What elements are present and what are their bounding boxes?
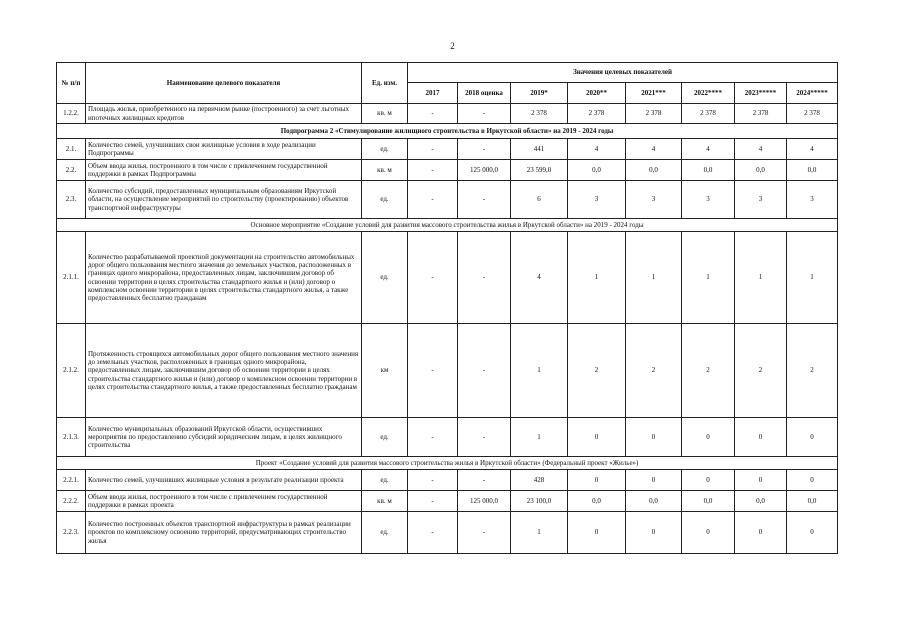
- table-row: [57, 160, 838, 181]
- value-cell: -: [408, 139, 458, 160]
- header-year: 2018 оценка: [458, 83, 511, 104]
- indicator-name: Количество построенных объектов транспортной инфраструктуры в рамках реализации проектов по комплексному освоению территорий, предусматривающих строительство жилья: [86, 512, 362, 554]
- row-number: 2.2.3.: [57, 512, 86, 554]
- header-year: 2020**: [568, 83, 626, 104]
- value-cell: 441: [511, 139, 568, 160]
- page-number: 2: [450, 41, 455, 51]
- value-cell: 3: [682, 181, 735, 219]
- value-cell: -: [458, 512, 511, 554]
- value-cell: 0: [787, 470, 838, 491]
- value-cell: 3: [568, 181, 626, 219]
- header-year: 2022****: [682, 83, 735, 104]
- value-cell: -: [408, 181, 458, 219]
- value-cell: 6: [511, 181, 568, 219]
- value-cell: -: [408, 104, 458, 124]
- value-cell: 2: [682, 324, 735, 418]
- row-number: 2.2.2.: [57, 491, 86, 512]
- unit: ед.: [362, 418, 408, 457]
- value-cell: 2 378: [735, 104, 787, 124]
- value-cell: -: [458, 324, 511, 418]
- indicator-name: Количество семей, улучшивших свои жилищные условия в ходе реализации Подпрограммы: [86, 139, 362, 160]
- indicator-name: Количество субсидий, предоставленных муниципальным образованиям Иркутской области, на осуществление мероприятий по строительству (проектированию) объектов транспортной инфраструктуры: [86, 181, 362, 219]
- unit: ед.: [362, 512, 408, 554]
- value-cell: 1: [511, 324, 568, 418]
- indicator-name: Количество муниципальных образований Иркутской области, осуществивших мероприятия по предоставлению субсидий юридическим лицам, в целях жилищного строительства: [86, 418, 362, 457]
- value-cell: 3: [626, 181, 682, 219]
- table-row: [57, 232, 838, 324]
- unit: км: [362, 324, 408, 418]
- row-number: 2.1.3.: [57, 418, 86, 457]
- section-row: [57, 124, 838, 139]
- value-cell: 3: [787, 181, 838, 219]
- value-cell: 0: [682, 418, 735, 457]
- row-number: 2.2.1.: [57, 470, 86, 491]
- value-cell: 4: [787, 139, 838, 160]
- header-name: Наименование целевого показателя: [86, 63, 362, 104]
- value-cell: 0,0: [626, 491, 682, 512]
- value-cell: 0: [682, 512, 735, 554]
- value-cell: 2 378: [682, 104, 735, 124]
- table-row: [57, 181, 838, 219]
- value-cell: 0: [735, 418, 787, 457]
- value-cell: 4: [568, 139, 626, 160]
- value-cell: 1: [511, 512, 568, 554]
- indicator-name: Количество разрабатываемой проектной документации на строительство автомобильных дорог общего пользования местного значения до земельных участков, расположенных в границах одного микрорайона, предоставленных лицам, заключившим договор об освоении территории в целях строительства стандартного жилья и (или) договор о комплексном освоении территории в целях строительства стандартного жилья, а также предоставленных бесплатно гражданам: [86, 232, 362, 324]
- value-cell: 0,0: [626, 160, 682, 181]
- value-cell: 0,0: [568, 160, 626, 181]
- value-cell: -: [408, 470, 458, 491]
- indicator-name: Объем ввода жилья, построенного в том числе с привлечением государственной поддержки в рамках проекта: [86, 491, 362, 512]
- header-year: 2019*: [511, 83, 568, 104]
- indicator-name: Протяженность строящихся автомобильных дорог общего пользования местного значения до земельных участков, расположенных в границах одного микрорайона, предоставленных лицам, заключившим договор об освоении территории в целях строительства стандартного жилья и (или) договор о комплексном освоении территории в целях строительства стандартного жилья, а также предоставленных бесплатно гражданам: [86, 324, 362, 418]
- value-cell: 3: [735, 181, 787, 219]
- header-year: 2017: [408, 83, 458, 104]
- table-row: [57, 139, 838, 160]
- value-cell: 2 378: [568, 104, 626, 124]
- value-cell: 2 378: [626, 104, 682, 124]
- value-cell: 0: [626, 470, 682, 491]
- value-cell: 0: [626, 418, 682, 457]
- row-number: 1.2.2.: [57, 104, 86, 124]
- value-cell: 0,0: [735, 160, 787, 181]
- value-cell: -: [458, 418, 511, 457]
- value-cell: 1: [787, 232, 838, 324]
- value-cell: 1: [682, 232, 735, 324]
- unit: кв. м: [362, 160, 408, 181]
- indicator-name: Объем ввода жилья, построенного в том числе с привлечением государственной поддержки в рамках Подпрограммы: [86, 160, 362, 181]
- value-cell: 4: [735, 139, 787, 160]
- row-number: 2.2.: [57, 160, 86, 181]
- value-cell: 125 000,0: [458, 160, 511, 181]
- table-row: [57, 104, 838, 124]
- row-number: 2.3.: [57, 181, 86, 219]
- header-no: № п/п: [57, 63, 86, 104]
- value-cell: 2 378: [511, 104, 568, 124]
- table-row: [57, 324, 838, 418]
- value-cell: 2: [626, 324, 682, 418]
- value-cell: 0,0: [682, 491, 735, 512]
- section-row: [57, 457, 838, 470]
- value-cell: 0,0: [682, 160, 735, 181]
- value-cell: 4: [682, 139, 735, 160]
- value-cell: 4: [626, 139, 682, 160]
- value-cell: -: [458, 139, 511, 160]
- value-cell: 0: [787, 418, 838, 457]
- value-cell: -: [458, 104, 511, 124]
- table-row: [57, 418, 838, 457]
- target-indicators-table: [56, 62, 838, 554]
- value-cell: 0,0: [787, 160, 838, 181]
- value-cell: 1: [626, 232, 682, 324]
- section-title: Проект «Создание условий для развития массового строительства жилья в Иркутской области» (Федеральный проект «Жилье»): [57, 457, 838, 470]
- unit: ед.: [362, 139, 408, 160]
- header-unit: Ед. изм.: [362, 63, 408, 104]
- value-cell: -: [408, 160, 458, 181]
- value-cell: -: [408, 491, 458, 512]
- value-cell: 23 100,0: [511, 491, 568, 512]
- header-year: 2023*****: [735, 83, 787, 104]
- value-cell: 2: [568, 324, 626, 418]
- section-title: Подпрограмма 2 «Стимулирование жилищного строительства в Иркутской области» на 2019 - 2024 годы: [57, 124, 838, 139]
- value-cell: 0: [682, 470, 735, 491]
- value-cell: 2: [735, 324, 787, 418]
- value-cell: 0: [626, 512, 682, 554]
- unit: ед.: [362, 470, 408, 491]
- value-cell: 0: [568, 512, 626, 554]
- table-row: [57, 470, 838, 491]
- value-cell: 0: [735, 512, 787, 554]
- value-cell: -: [408, 324, 458, 418]
- value-cell: 0: [568, 470, 626, 491]
- table-row: [57, 512, 838, 554]
- value-cell: 2 378: [787, 104, 838, 124]
- indicator-name: Количество семей, улучшивших жилищные условия в результате реализации проекта: [86, 470, 362, 491]
- value-cell: 0: [568, 418, 626, 457]
- value-cell: 0,0: [787, 491, 838, 512]
- value-cell: -: [408, 232, 458, 324]
- value-cell: -: [458, 232, 511, 324]
- row-number: 2.1.: [57, 139, 86, 160]
- value-cell: 1: [511, 418, 568, 457]
- row-number: 2.1.1.: [57, 232, 86, 324]
- unit: кв. м: [362, 104, 408, 124]
- value-cell: 125 000,0: [458, 491, 511, 512]
- table-row: [57, 491, 838, 512]
- value-cell: 1: [735, 232, 787, 324]
- header-year: 2024*****: [787, 83, 838, 104]
- row-number: 2.1.2.: [57, 324, 86, 418]
- unit: кв. м: [362, 491, 408, 512]
- value-cell: 1: [568, 232, 626, 324]
- header-row-1: [57, 63, 838, 83]
- value-cell: -: [458, 181, 511, 219]
- value-cell: -: [458, 470, 511, 491]
- unit: ед.: [362, 232, 408, 324]
- value-cell: 0: [735, 470, 787, 491]
- value-cell: 23 599,0: [511, 160, 568, 181]
- value-cell: 2: [787, 324, 838, 418]
- header-year: 2021***: [626, 83, 682, 104]
- header-values-group: Значения целевых показателей: [408, 63, 838, 83]
- unit: ед.: [362, 181, 408, 219]
- section-row: [57, 219, 838, 232]
- value-cell: 4: [511, 232, 568, 324]
- section-title: Основное мероприятие «Создание условий для развития массового строительства жилья в Иркутской области» на 2019 - 2024 годы: [57, 219, 838, 232]
- value-cell: 428: [511, 470, 568, 491]
- value-cell: 0: [787, 512, 838, 554]
- value-cell: -: [408, 512, 458, 554]
- value-cell: 0,0: [735, 491, 787, 512]
- value-cell: -: [408, 418, 458, 457]
- value-cell: 0,0: [568, 491, 626, 512]
- indicator-name: Площадь жилья, приобретенного на первичном рынке (построенного) за счет льготных ипотечных жилищных кредитов: [86, 104, 362, 124]
